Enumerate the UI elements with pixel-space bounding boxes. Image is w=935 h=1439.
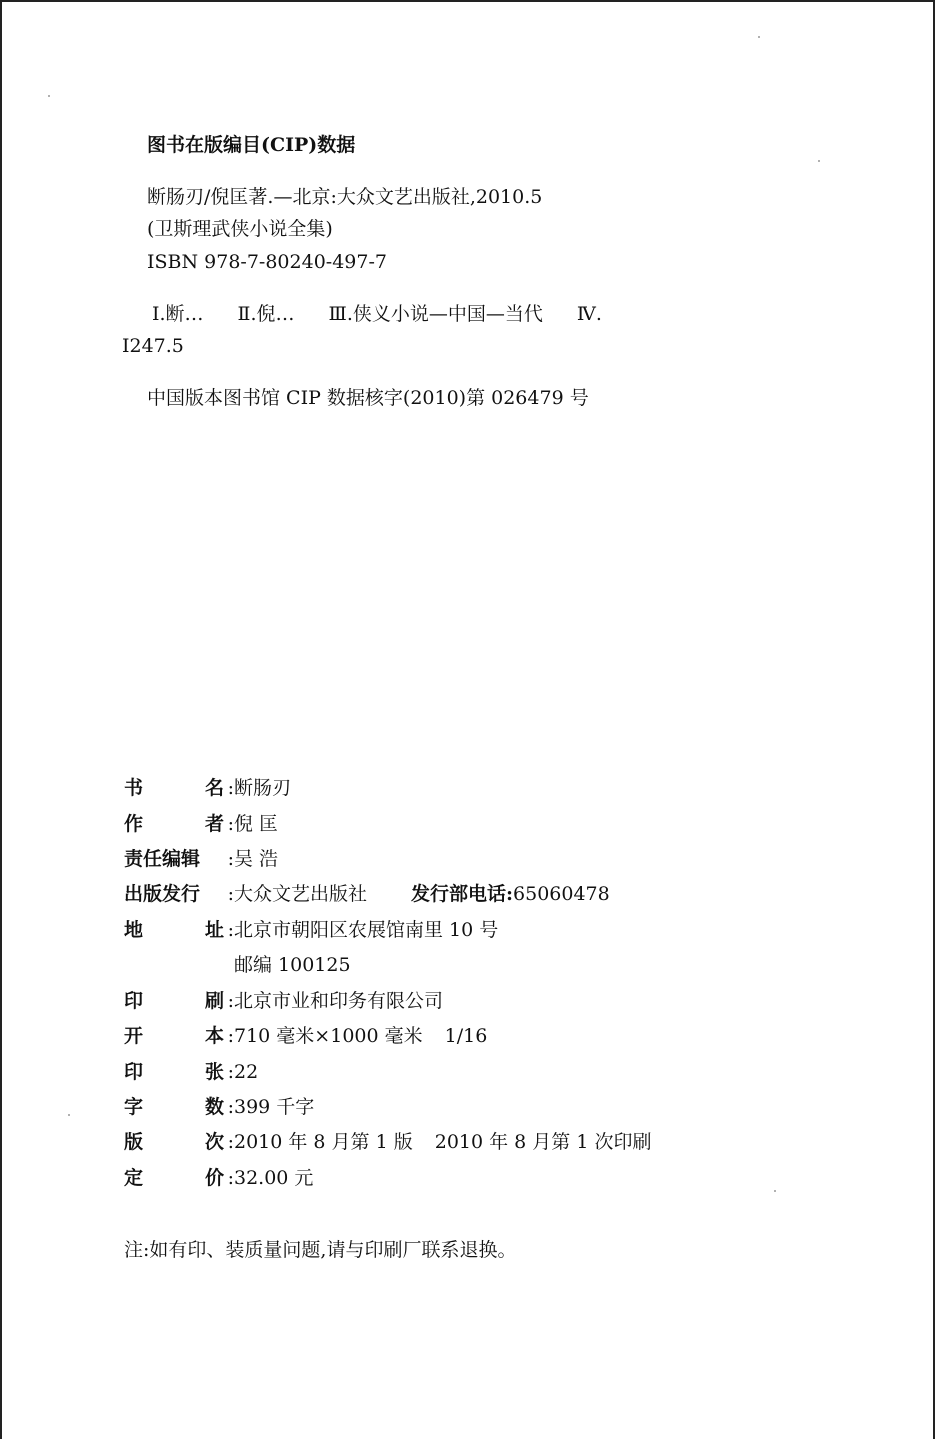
- word-count-value: 399 千字: [234, 1096, 315, 1118]
- sheets-label: 印 张 :: [124, 1061, 234, 1083]
- scan-speck: [818, 160, 820, 162]
- cip-heading: 图书在版编目(CIP)数据: [147, 134, 356, 156]
- format-value: 710 毫米×1000 毫米 1/16: [234, 1025, 488, 1047]
- word-count-label: 字 数 :: [124, 1096, 234, 1118]
- publisher-value: 大众文艺出版社 发行部电话:65060478: [234, 883, 610, 905]
- editor-value: 吴 浩: [234, 848, 279, 870]
- publisher-label: 出版发行 :: [124, 883, 234, 905]
- quality-note: 注:如有印、装质量问题,请与印刷厂联系退换。: [124, 1239, 517, 1261]
- author-value: 倪 匡: [234, 813, 279, 835]
- price-label: 定 价 :: [124, 1167, 234, 1189]
- scan-speck: [48, 95, 50, 97]
- subject-2: Ⅱ.倪…: [237, 303, 295, 325]
- format-label: 开 本 :: [124, 1025, 234, 1047]
- scan-speck: [774, 1190, 776, 1192]
- cip-catalog-line: 断肠刃/倪匡著.—北京:大众文艺出版社,2010.5: [147, 186, 543, 208]
- subject-1: Ⅰ.断…: [152, 303, 204, 325]
- phone-number: 65060478: [513, 883, 610, 905]
- scan-speck: [758, 36, 760, 38]
- scan-speck: [68, 1114, 70, 1116]
- postcode-value: 邮编 100125: [234, 954, 351, 976]
- title-label: 书 名 :: [124, 777, 234, 799]
- printer-value: 北京市业和印务有限公司: [234, 990, 444, 1012]
- subject-4: Ⅳ.: [576, 303, 602, 325]
- cip-series-line: (卫斯理武侠小说全集): [147, 218, 333, 240]
- editor-label: 责任编辑 :: [124, 848, 234, 870]
- price-value: 32.00 元: [234, 1167, 314, 1189]
- printer-label: 印 刷 :: [124, 990, 234, 1012]
- address-label: 地 址 :: [124, 919, 234, 941]
- address-value: 北京市朝阳区农展馆南里 10 号: [234, 919, 499, 941]
- edition-label: 版 次 :: [124, 1131, 234, 1153]
- subject-3: Ⅲ.侠义小说—中国—当代: [328, 303, 543, 325]
- cip-classification: I247.5: [122, 335, 184, 357]
- sheets-value: 22: [234, 1061, 259, 1083]
- author-label: 作 者 :: [124, 813, 234, 835]
- cip-subject-line: [152, 302, 602, 326]
- cip-isbn-line: ISBN 978-7-80240-497-7: [147, 251, 387, 273]
- edition-value: 2010 年 8 月第 1 版 2010 年 8 月第 1 次印刷: [234, 1131, 652, 1153]
- phone-label: 发行部电话:: [411, 883, 514, 905]
- cip-record-number: 中国版本图书馆 CIP 数据核字(2010)第 026479 号: [147, 387, 589, 409]
- title-value: 断肠刃: [234, 777, 292, 799]
